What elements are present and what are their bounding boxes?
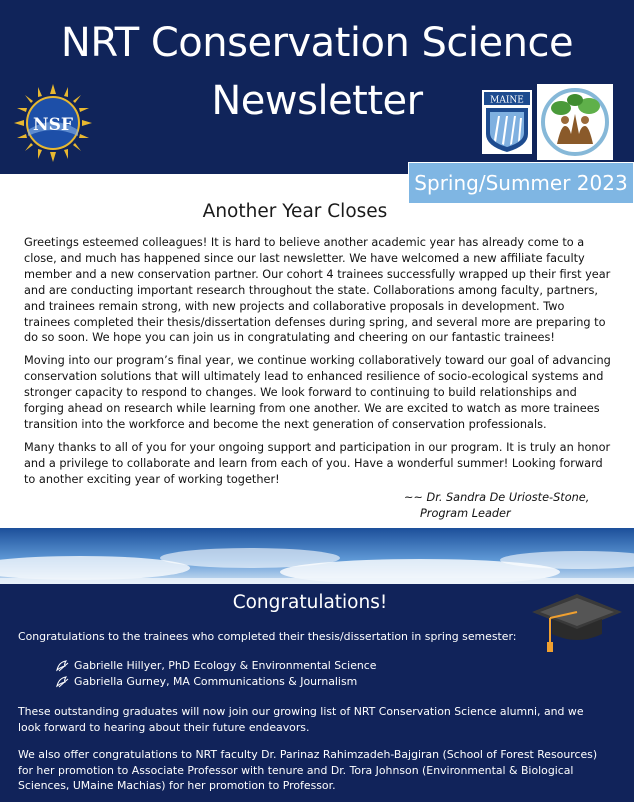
congratulations-section [0,584,634,802]
graduate-bullet-icon [56,676,70,688]
sky-banner-image [0,528,634,586]
signature [404,490,624,521]
graduate-name: Gabrielle Hillyer, PhD Ecology & Environmental Science [74,659,377,672]
congratulations-heading: Congratulations! [232,592,388,613]
graduate-name: Gabriella Gurney, MA Communications & Journalism [74,675,358,688]
graduate-list [56,658,456,690]
graduation-cap-icon [530,592,624,656]
nsf-logo [14,84,92,162]
graduate-bullet-icon [56,660,70,672]
maine-logo-text: MAINE [490,95,524,106]
nsf-logo-text: NSF [33,115,73,135]
newsletter-title-line1: NRT Conservation Science [60,20,574,66]
intro-body [24,235,614,495]
faculty-paragraph: We also offer congratulations to NRT faculty Dr. Parinaz Rahimzadeh-Bajgiran (School of Forest Resources) for her promotion to Associate Professor with tenure and Dr. Tora Johnson (Environmental & Biological Sciences, UMaine Machias) for her promotion to Professor. [18,748,598,793]
list-item [56,658,456,674]
season-label: Spring/Summer 2023 [408,162,634,204]
list-item [56,674,456,690]
newsletter-header [0,0,634,174]
intro-heading: Another Year Closes [202,201,388,222]
signature-name: ~~ Dr. Sandra De Urioste-Stone, [404,491,590,504]
alumni-paragraph: These outstanding graduates will now join our growing list of NRT Conservation Science alumni, and we look forward to hearing about their future endeavors. [18,705,584,734]
intro-paragraph: Moving into our program’s final year, we continue working collaboratively toward our goal of advancing conservation solutions that will ultimately lead to enhanced resilience of socio-ecological systems and stronger capacity to respond to changes. We look forward to continuing to build relationships and forging ahead on research while learning from one another. We are excited to watch as more trainees transition into the workforce and become the next generation of conservation professionals. [24,354,611,431]
conservation-partner-logo [537,84,613,160]
congratulations-intro: Congratulations to the trainees who completed their thesis/dissertation in spring semester: [18,630,517,643]
newsletter-title-line2: Newsletter [211,78,423,124]
intro-paragraph: Greetings esteemed colleagues! It is hard to believe another academic year has already come to a close, and much has happened since our last newsletter. We have welcomed a new affiliate faculty member and a new conservation partner. Our cohort 4 trainees successfully wrapped up their first year and are conducting important research throughout the state. Collaborations among faculty, partners, and trainees remain strong, with new projects and collaborative proposals in development. Two trainees completed their thesis/dissertation defenses during spring, and several more are preparing to do so soon. We hope you can join us in congratulating and cheering on our fantastic trainees! [24,236,611,345]
umaine-logo [482,90,532,154]
signature-title: Program Leader [420,506,511,520]
intro-paragraph: Many thanks to all of you for your ongoing support and participation in our program. It is truly an honor and a privilege to collaborate and learn from each of you. Have a wonderful summer! Looking forward to another exciting year of working together! [24,440,611,486]
